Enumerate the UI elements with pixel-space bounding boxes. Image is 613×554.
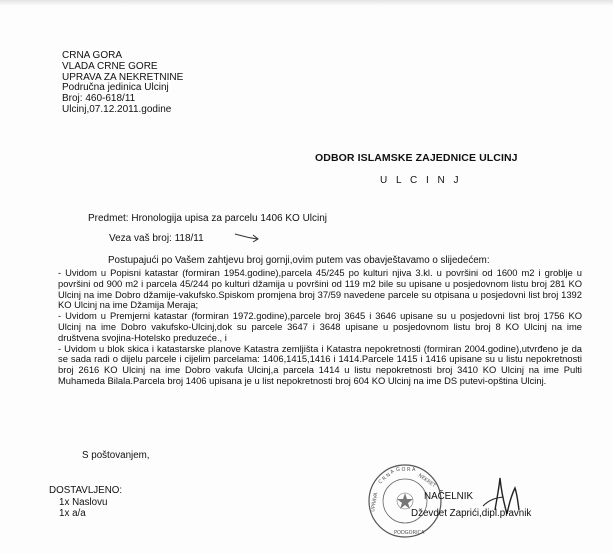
header-administration: UPRAVA ZA NEKRETNINE [62,72,184,83]
recipient-city: U L C I N J [380,175,462,186]
distribution-item: 1x a/a [59,508,86,519]
body-paragraph-popisni: - Uvidom u Popisni katastar (formiran 1954.godine),parcela 45/245 po kulturi njiva 3.kl. u površini od 1600 m2 i groblje u površini od 900 m2 i parcela 45/244 po kulturi džamija u površini od 119 m2 bile su upisane u posjedovnom listu broj 281 KO Ulcinj na ime Dobro džamije-vakufsko.Spiskom promjena broj 37/59 navedene parcele su otpisana u posjedovni list broj 1392 KO Ulcinj na ime Džamija Meraja; [58,267,582,311]
svg-text:G O R A: G O R A [396,467,416,473]
svg-text:UPRAVA: UPRAVA [370,492,380,513]
handwritten-arrow-mark [233,230,261,244]
subject-line: Predmet: Hronologija upisa za parcelu 1406 KO Ulcinj [88,213,328,224]
scan-edge [0,0,613,6]
header-government: VLADA CRNE GORE [62,61,158,72]
signatory-title: NAČELNIK [424,491,473,502]
closing-salutation: S poštovanjem, [82,450,150,461]
body-paragraph-blok-skica: - Uvidom u blok skica i katastarske planove Katastra zemljišta i Katastra nepokretnosti (formiran 2004.godine),utvrđeno je da se sada radi o dijelu parcele i cijelim parcelama: 1406,1415,1416 i 1414.Parcele 1415 i 1416 upisane su u listu nepokretnosti broj 2616 KO Ulcinj na ime Dobro vakufa Ulcinj,a parcela 1414 u listu nepokretnosti broj 3410 KO Ulcinj na ime Pulti Muhameda Bilala.Parcela broj 1406 upisana je u list nepokretnosti broj 604 KO Ulcinj na ime DS putevi-opština Ulcinj. [58,342,582,386]
svg-text:PODGORICA: PODGORICA [394,530,425,536]
header-unit: Područna jedinica Ulcinj [62,82,169,93]
distribution-heading: DOSTAVLJENO: [49,485,123,496]
reference-line: Veza vaš broj: 118/11 [109,233,204,244]
header-country: CRNA GORA [62,50,123,61]
distribution-item: 1x Naslovu [59,497,108,508]
svg-text:C R N A: C R N A [377,468,396,486]
body-paragraph-premjerni: - Uvidom u Premjerni katastar (formiran 1972.godine),parcele broj 3645 i 3646 upisane su u posjedovni list broj 1756 KO Ulcinj na ime Dobro vakufsko-Ulcinj,dok su parcele 3647 i 3648 upisane u posjedovnom listu broj 8 KO Ulcinj na ime društvena svojina-Hotelsko preduzeće., i [58,310,582,343]
header-number: Broj: 460-618/11 [62,93,136,104]
intro-paragraph: Postupajući po Vašem zahtjevu broj gornji,ovim putem vas obavještavamo o slijedećem: [108,255,490,266]
signatory-name: Dževdet Zaprići,dipl.pravnik [411,508,532,519]
header-date: Ulcinj,07.12.2011.godine [62,104,172,115]
body-text [58,268,582,387]
recipient-name: ODBOR ISLAMSKE ZAJEDNICE ULCINJ [315,152,518,164]
svg-text:NEKRET: NEKRET [416,472,437,490]
